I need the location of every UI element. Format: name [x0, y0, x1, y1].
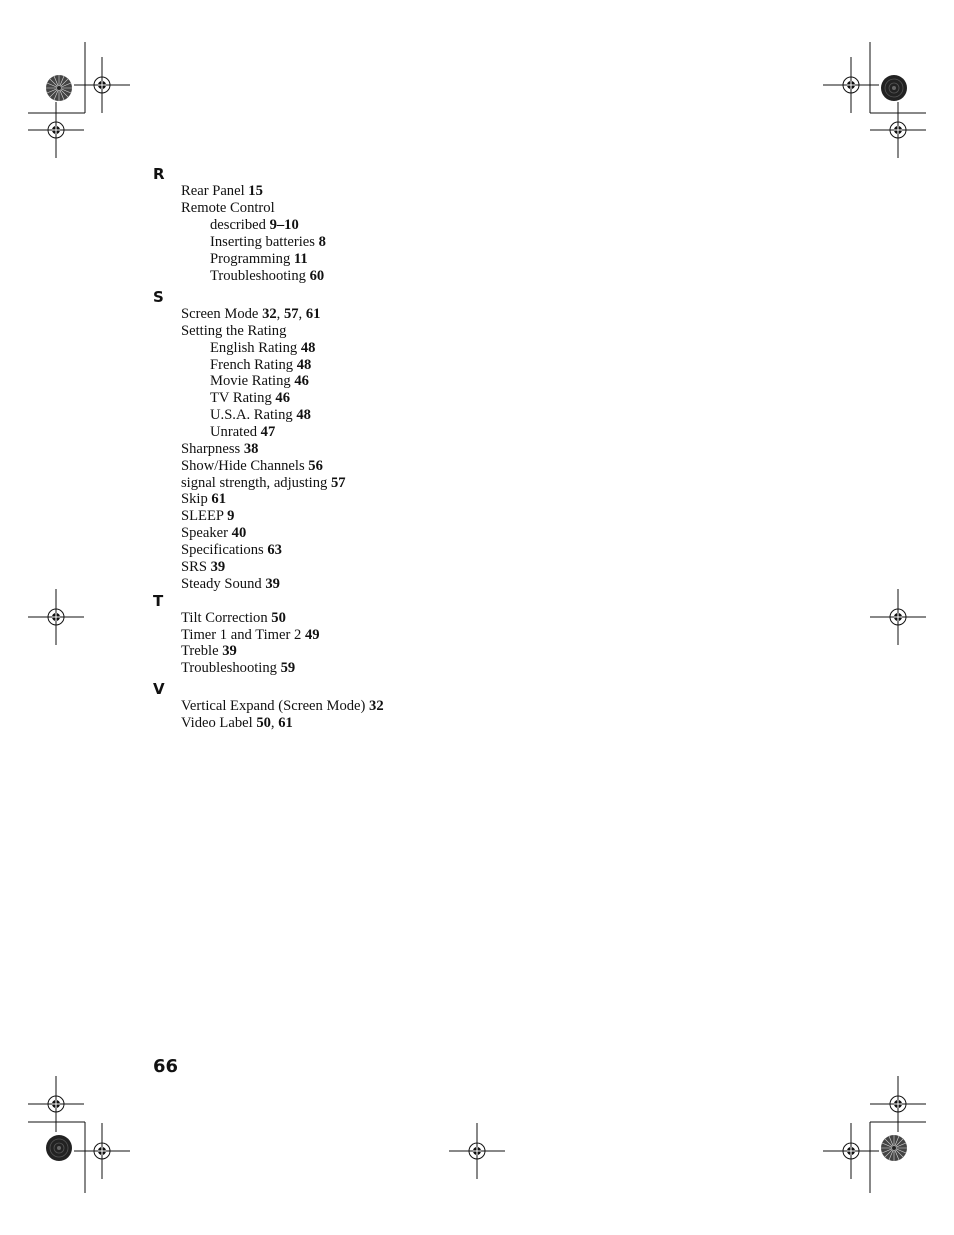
index-entry	[181, 458, 323, 475]
index-term: signal strength, adjusting	[181, 474, 328, 491]
index-term: Vertical Expand (Screen Mode)	[181, 698, 366, 714]
index-entry	[181, 183, 263, 200]
index-term: Timer 1 and Timer 2	[181, 626, 302, 643]
index-term: Video Label	[181, 715, 253, 731]
index-subentry	[210, 340, 315, 357]
index-entry	[181, 610, 286, 627]
section-letter: S	[153, 288, 164, 306]
page-reference: 11	[293, 250, 308, 267]
page-reference: 63	[267, 541, 282, 558]
page-reference: 32	[369, 698, 384, 714]
page-reference: 8	[318, 233, 326, 250]
index-term: Inserting batteries	[210, 233, 315, 250]
index-subentry	[210, 251, 308, 268]
index-subentry	[210, 407, 311, 424]
index-term: Setting the Rating	[181, 322, 287, 339]
index-term: Sharpness	[181, 440, 241, 457]
index-term: Troubleshooting	[210, 267, 306, 284]
index-term: Programming	[210, 250, 291, 267]
page-reference: 48	[296, 407, 311, 424]
index-entry	[181, 643, 237, 660]
page-reference: 56	[308, 457, 323, 474]
index-entry	[181, 660, 295, 677]
index-term: Screen Mode	[181, 306, 259, 322]
page-reference: 59	[280, 659, 296, 676]
index-entry: Screen Mode 32, 57, 61	[181, 306, 321, 322]
section-letter: R	[153, 165, 165, 183]
index-term: U.S.A. Rating	[210, 407, 293, 424]
page-reference: 39	[222, 643, 237, 659]
index-term: SLEEP	[181, 508, 224, 525]
page-reference: 50	[271, 610, 286, 626]
section-letter: V	[153, 680, 165, 698]
index-entry	[181, 542, 282, 559]
index-entry: Video Label 50, 61	[181, 715, 293, 731]
index-entry	[181, 441, 258, 458]
index-term: Rear Panel	[181, 183, 245, 199]
index-term: Unrated	[210, 423, 258, 440]
index-entry	[181, 559, 225, 576]
index-subentry	[210, 217, 299, 234]
index-term: English Rating	[210, 339, 298, 356]
index-entry	[181, 200, 275, 217]
index-term: Show/Hide Channels	[181, 457, 305, 474]
index-term: Remote Control	[181, 199, 275, 216]
page-reference: 32	[262, 306, 277, 322]
index-term: Skip	[181, 491, 208, 508]
index-term: Movie Rating	[210, 373, 291, 390]
index-term: TV Rating	[210, 390, 272, 407]
index-subentry	[210, 268, 324, 285]
index-subentry	[210, 390, 290, 407]
page-reference: 48	[296, 356, 312, 373]
page-reference: 61	[278, 715, 293, 731]
index-entry	[181, 508, 234, 525]
index-term: described	[210, 216, 266, 233]
page-reference: 47	[260, 423, 276, 440]
page-reference: 15	[248, 183, 263, 199]
page-reference: 9–10	[269, 216, 299, 233]
page-reference: 61	[211, 491, 227, 508]
index-subentry	[210, 357, 311, 374]
index-term: Troubleshooting	[181, 659, 277, 676]
page-reference: 46	[275, 390, 291, 407]
index-term: Specifications	[181, 541, 264, 558]
index-entry	[181, 475, 346, 492]
page-reference: 39	[210, 558, 226, 575]
index-entry	[181, 627, 320, 644]
index-subentry	[210, 234, 326, 251]
index-entry	[181, 698, 384, 715]
index-term: Tilt Correction	[181, 610, 268, 626]
page-reference: 40	[231, 525, 247, 542]
page-reference: 61	[305, 306, 321, 322]
page-reference: 50	[256, 715, 271, 731]
page-reference: 48	[300, 339, 316, 356]
index-entry	[181, 323, 286, 340]
page-reference: 49	[304, 626, 320, 643]
index-term: Treble	[181, 643, 219, 659]
page-reference: 38	[243, 440, 259, 457]
page-reference: 57	[331, 474, 346, 491]
page-reference: 39	[265, 575, 280, 592]
section-letter: T	[153, 592, 164, 610]
page-reference: 9	[227, 508, 235, 525]
index-subentry	[210, 424, 275, 441]
page-reference: 57	[283, 306, 299, 322]
index-entry	[181, 525, 246, 542]
index-term: Steady Sound	[181, 575, 262, 592]
index-subentry	[210, 373, 309, 390]
index-term: Speaker	[181, 525, 229, 542]
index-term: SRS	[181, 558, 207, 575]
page-number: 66	[153, 1056, 179, 1077]
page-reference: 60	[309, 267, 325, 284]
index-entry	[181, 491, 226, 508]
page-reference: 46	[294, 373, 309, 390]
index-term: French Rating	[210, 356, 294, 373]
index-entry	[181, 576, 280, 593]
